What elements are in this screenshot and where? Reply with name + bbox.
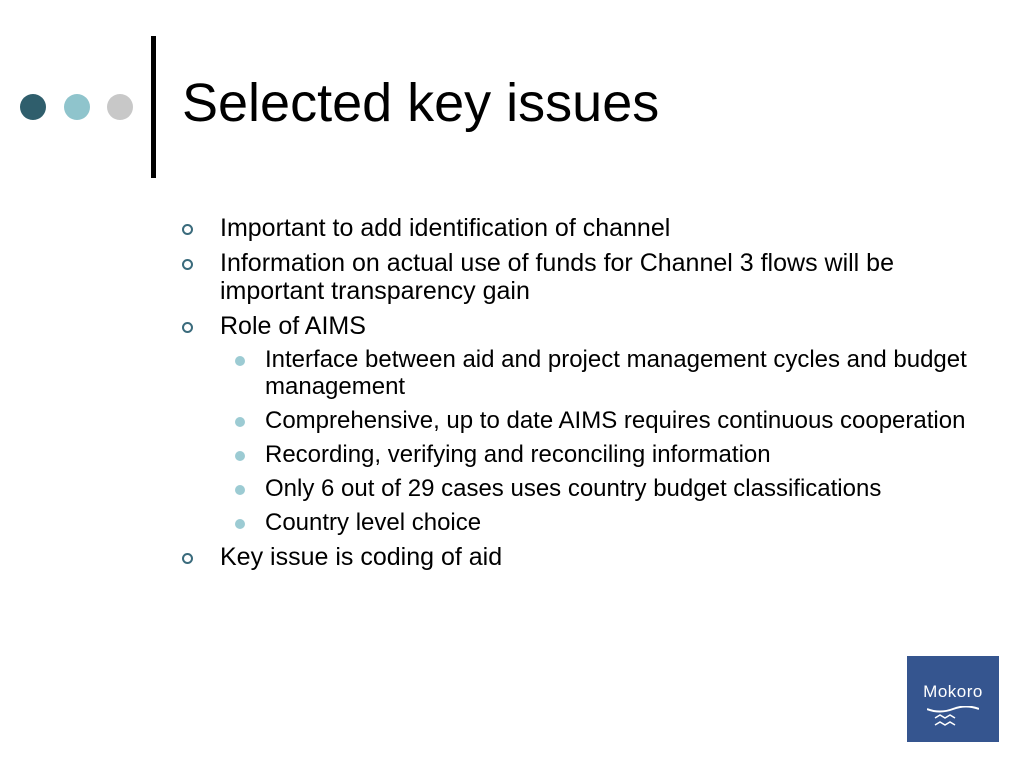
decorative-dot-light (64, 94, 90, 120)
sub-bullet-item (220, 407, 970, 434)
bullet-text: Information on actual use of funds for Channel 3 flows will be important transparency gain (220, 249, 894, 305)
bullet-text: Important to add identification of channel (220, 214, 671, 242)
mokoro-logo (907, 656, 999, 742)
hollow-circle-bullet-icon (182, 224, 193, 235)
sub-bullet-item (220, 509, 970, 536)
hollow-circle-bullet-icon (182, 322, 193, 333)
filled-circle-bullet-icon (235, 417, 245, 427)
hollow-circle-bullet-icon (182, 259, 193, 270)
waves-icon (927, 706, 979, 730)
decorative-dot-dark (20, 94, 46, 120)
sub-bullet-item (220, 475, 970, 502)
bullet-item (180, 312, 970, 536)
sub-bullet-text: Interface between aid and project management cycles and budget management (265, 346, 967, 400)
sub-bullet-list (220, 346, 970, 536)
bullet-item (180, 543, 970, 571)
sub-bullet-item (220, 346, 970, 400)
bullet-text: Role of AIMS (220, 312, 366, 340)
bullet-text: Key issue is coding of aid (220, 543, 503, 571)
filled-circle-bullet-icon (235, 519, 245, 529)
sub-bullet-item (220, 441, 970, 468)
hollow-circle-bullet-icon (182, 553, 193, 564)
slide-title: Selected key issues (182, 73, 660, 133)
filled-circle-bullet-icon (235, 451, 245, 461)
decorative-dot-grey (107, 94, 133, 120)
bullet-list (180, 214, 970, 578)
title-divider (151, 36, 156, 178)
sub-bullet-text: Country level choice (265, 509, 482, 536)
filled-circle-bullet-icon (235, 356, 245, 366)
filled-circle-bullet-icon (235, 485, 245, 495)
sub-bullet-text: Comprehensive, up to date AIMS requires continuous cooperation (265, 407, 966, 434)
logo-text: Mokoro (923, 682, 983, 701)
sub-bullet-text: Only 6 out of 29 cases uses country budget classifications (265, 475, 882, 502)
bullet-item (180, 214, 970, 242)
bullet-item (180, 249, 970, 305)
sub-bullet-text: Recording, verifying and reconciling information (265, 441, 771, 468)
